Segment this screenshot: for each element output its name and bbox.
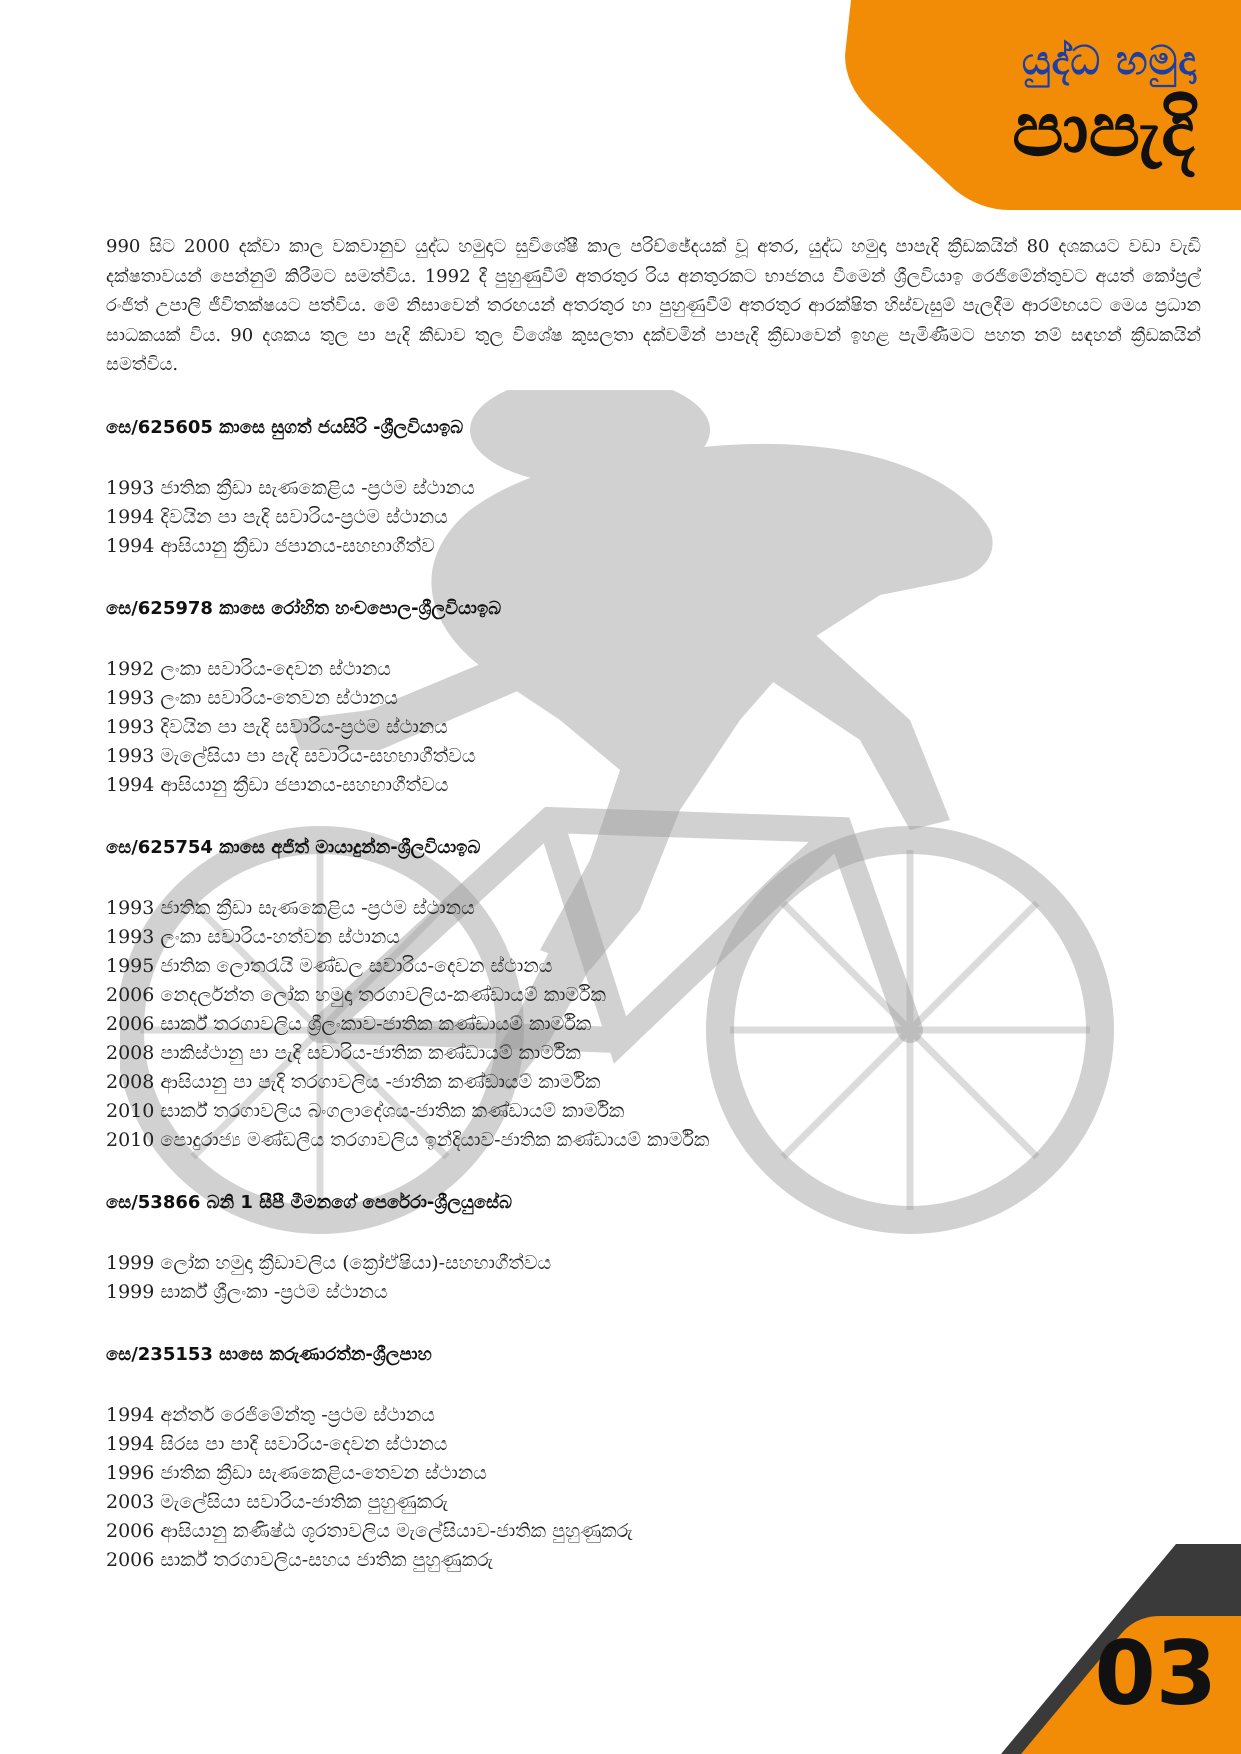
achievement-list bbox=[106, 1249, 1201, 1307]
article-body bbox=[106, 232, 1201, 1575]
achievement-item: 1994 දිවයින පා පැදි සවාරිය-ප්‍රථම ස්ථානය bbox=[106, 505, 448, 528]
achievement-item: 2010 පොදුරාජ්‍ය මණ්ඩලීය තරගාවලිය ඉන්දියාව-ජාතික කණ්ඩායම් කාර්මික bbox=[106, 1128, 710, 1151]
achievement-item: 2006 සාර්ක් තරගාවලිය-සහය ජාතික පුහුණුකරු bbox=[106, 1548, 494, 1571]
header-kicker: යුද්ධ හමුදා bbox=[1021, 38, 1197, 84]
athlete-section bbox=[106, 1343, 1201, 1575]
athlete-section bbox=[106, 416, 1201, 561]
achievement-item: 1999 ලෝක හමුදා ක්‍රීඩාවලිය (ක්‍රෝඒෂියා)-සහභාගීත්වය bbox=[106, 1251, 552, 1274]
achievement-item: 2008 පාකිස්ථානු පා පැදි සවාරිය-ජාතික කණ්ඩායම් කාර්මික bbox=[106, 1041, 581, 1064]
achievement-item: 2008 ආසියානු පා පැදි තරගාවලිය -ජාතික කණ්ඩායම් කාර්මික bbox=[106, 1070, 601, 1093]
achievement-item: 1993 දිවයින පා පැදි සවාරිය-ප්‍රථම ස්ථානය bbox=[106, 715, 448, 738]
achievement-list bbox=[106, 474, 1201, 561]
achievement-item: 2003 මැලේසියා සවාරිය-ජාතික පුහුණුකරු bbox=[106, 1490, 449, 1513]
achievement-item: 1993 ලංකා සවාරිය-තෙවන ස්ථානය bbox=[106, 686, 398, 709]
athlete-heading: සෙ/625754 කාසෙ අජිත් මායාදුන්න-ශ්‍රීලවියාඉබ bbox=[106, 836, 481, 858]
achievement-list bbox=[106, 894, 1201, 1155]
achievement-item: 1994 ආසියානු ක්‍රීඩා ජපානය-සහභාගීත්ව bbox=[106, 534, 435, 557]
intro-paragraph: 990 සිට 2000 දක්වා කාල වකවානුව යුද්ධ හමුදාට සුවිශේෂී කාල පරිච්ඡේදයක් වූ අතර, යුද්ධ හමුදා පාපැදි ක්‍රීඩකයින් 80 දශකයට වඩා වැඩි දක්ෂතාවයන් පෙන්නුම් කිරීමට සමත්විය. 1992 දී පුහුණුවීම් අතරතුර රිය අනතුරකට භාජනය වීමෙන් ශ්‍රීලවියාඉ රෙජිමේන්තුවට අයත් කෝප්‍රල් රංජිත් උපාලි ජීවිතක්ෂයට පත්විය. මේ නිසාවෙන් තරඟයන් අතරතුර හා පුහුණුවීම් අතරතුර ආරක්ෂිත හිස්වැසුම් පැලදීම ආරම්භයට මෙය ප්‍රධාන සාධකයක් විය. 90 දශකය තුල පා පැදි කීඩාව තුල විශේෂ කුසලතා දක්වමින් පාපැදි ක්‍රීඩාවෙන් ඉහළ පැමිණීමට පහත නම් සඳහන් ක්‍රීඩකයින් සමත්විය. bbox=[106, 236, 1201, 375]
athlete-section bbox=[106, 597, 1201, 800]
achievement-item: 1993 ලංකා සවාරිය-හත්වන ස්ථානය bbox=[106, 925, 400, 948]
athlete-heading: සෙ/625605 කාසෙ සුගත් ජයසිරි -ශ්‍රීලවියාඉබ bbox=[106, 416, 464, 438]
achievement-item: 1995 ජාතික ලොතරැයි මණ්ඩල සවාරිය-දෙවන ස්ථානය bbox=[106, 954, 553, 977]
achievement-item: 1992 ලංකා සවාරිය-දෙවන ස්ථානය bbox=[106, 657, 391, 680]
achievement-item: 1994 ආසියානු ක්‍රීඩා ජපානය-සහභාගීත්වය bbox=[106, 773, 449, 796]
page-title: පාපැදි bbox=[1012, 84, 1195, 173]
achievement-list bbox=[106, 655, 1201, 800]
athlete-section bbox=[106, 836, 1201, 1155]
page-number: 03 bbox=[1094, 1622, 1217, 1725]
achievement-item: 1999 සාර්ක් ශ්‍රීලංකා -ප්‍රථම ස්ථානය bbox=[106, 1280, 388, 1303]
athlete-heading: සෙ/53866 බනි 1 සීපී මීමනගේ පෙරේරා-ශ්‍රීලයුසේබ bbox=[106, 1191, 512, 1213]
athlete-heading: සෙ/625978 කාසෙ රෝහිත හංචපොල-ශ්‍රීලවියාඉබ bbox=[106, 597, 502, 619]
achievement-item: 1993 ජාතික ක්‍රීඩා සැණකෙළිය -ප්‍රථම ස්ථානය bbox=[106, 896, 475, 919]
achievement-item: 1993 මැලේසියා පා පැදි සවාරිය-සහභාගීත්වය bbox=[106, 744, 476, 767]
athlete-heading: සෙ/235153 සාසෙ කරුණාරත්න-ශ්‍රීලපාහ bbox=[106, 1343, 432, 1365]
achievement-item: 2006 නෙදර්ලන්ත ලෝක හමුදා තරගාවලිය-කණ්ඩායම් කාර්මික bbox=[106, 983, 606, 1006]
achievement-item: 1994 සිරස පා පාදි සවාරිය-දෙවන ස්ථානය bbox=[106, 1432, 448, 1455]
achievement-item: 2006 සාර්ක් තරගාවලිය ශ්‍රීලංකාව-ජාතික කණ්ඩායම් කාර්මික bbox=[106, 1012, 592, 1035]
achievement-item: 1994 අන්තර් රෙජිමේන්තු -ප්‍රථම ස්ථානය bbox=[106, 1403, 435, 1426]
athlete-section bbox=[106, 1191, 1201, 1307]
achievement-item: 1996 ජාතික ක්‍රීඩා සැණකෙළිය-තෙවන ස්ථානය bbox=[106, 1461, 487, 1484]
achievement-item: 1993 ජාතික ක්‍රීඩා සැණකෙළිය -ප්‍රථම ස්ථානය bbox=[106, 476, 475, 499]
achievement-item: 2010 සාර්ක් තරගාවලිය බංගලාදේශය-ජාතික කණ්ඩායම් කාර්මික bbox=[106, 1099, 625, 1122]
achievement-item: 2006 ආසියානු කණිෂ්ඨ ශූරතාවලිය මැලේසියාව-ජාතික පුහුණුකරු bbox=[106, 1519, 633, 1542]
